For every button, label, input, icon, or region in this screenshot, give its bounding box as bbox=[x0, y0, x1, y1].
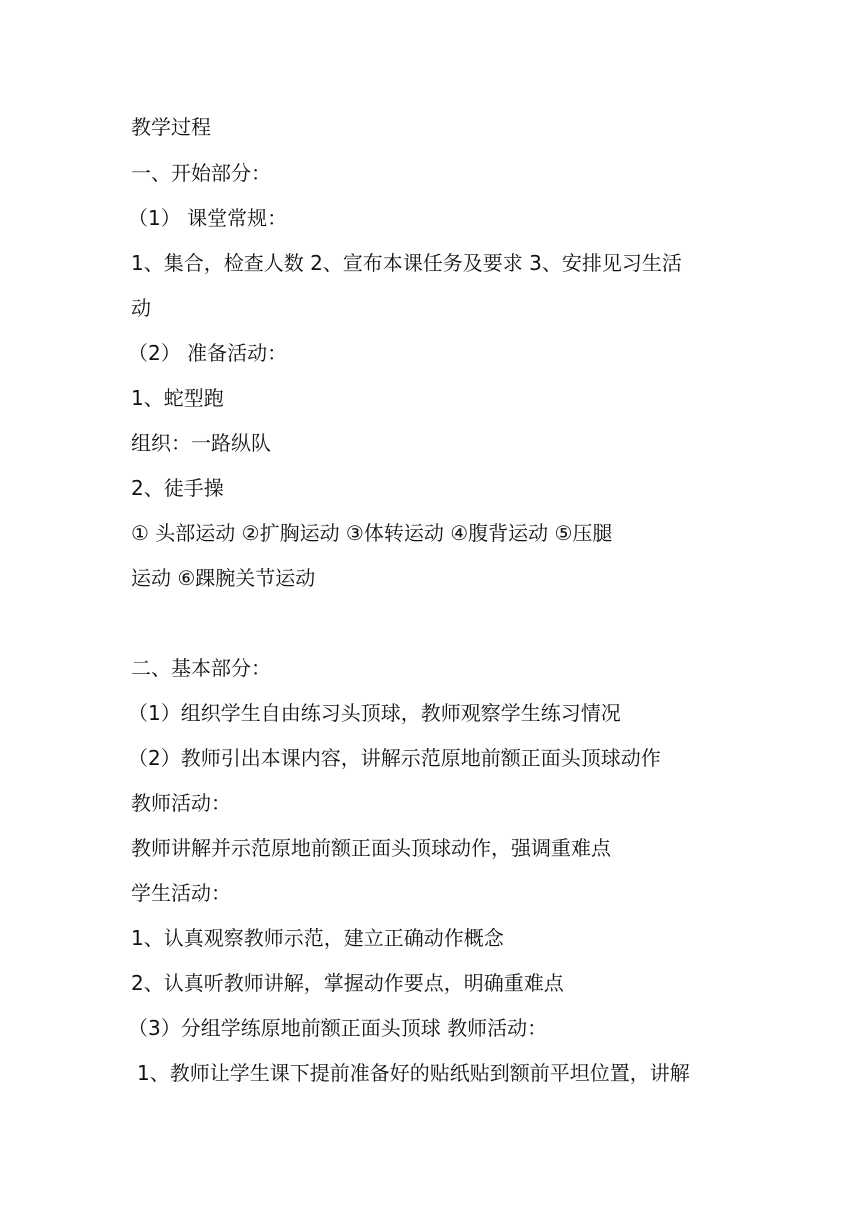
part-heading: 一、开始部分： bbox=[131, 161, 271, 185]
text-line: （1）组织学生自由练习头顶球，教师观察学生练习情况 bbox=[128, 701, 621, 725]
text-line: 2、徒手操 bbox=[131, 476, 224, 500]
text-line: （3）分组学练原地前额正面头顶球 教师活动： bbox=[128, 1016, 548, 1040]
sub-heading: （1） 课堂常规： bbox=[128, 206, 288, 230]
text-line: 组织：一路纵队 bbox=[131, 431, 271, 455]
text-line: 2、认真听教师讲解，掌握动作要点，明确重难点 bbox=[131, 971, 564, 995]
text-line: 教师活动： bbox=[131, 791, 231, 815]
part-heading: 二、基本部分： bbox=[131, 656, 271, 680]
text-line: 1、认真观察教师示范，建立正确动作概念 bbox=[131, 926, 504, 950]
text-line: 动 bbox=[131, 296, 151, 320]
text-line: 1、蛇型跑 bbox=[131, 386, 224, 410]
text-line: 1、教师让学生课下提前准备好的贴纸贴到额前平坦位置，讲解 bbox=[137, 1061, 690, 1085]
section-title: 教学过程 bbox=[131, 115, 211, 139]
text-line: 运动 ⑥踝腕关节运动 bbox=[131, 566, 316, 590]
text-line: （2）教师引出本课内容，讲解示范原地前额正面头顶球动作 bbox=[128, 746, 661, 770]
sub-heading: （2） 准备活动： bbox=[128, 341, 288, 365]
text-line: ① 头部运动 ②扩胸运动 ③体转运动 ④腹背运动 ⑤压腿 bbox=[131, 521, 613, 545]
text-line: 学生活动： bbox=[131, 881, 231, 905]
text-line: 1、集合，检查人数 2、宣布本课任务及要求 3、安排见习生活 bbox=[131, 251, 682, 275]
text-line: 教师讲解并示范原地前额正面头顶球动作，强调重难点 bbox=[131, 836, 611, 860]
